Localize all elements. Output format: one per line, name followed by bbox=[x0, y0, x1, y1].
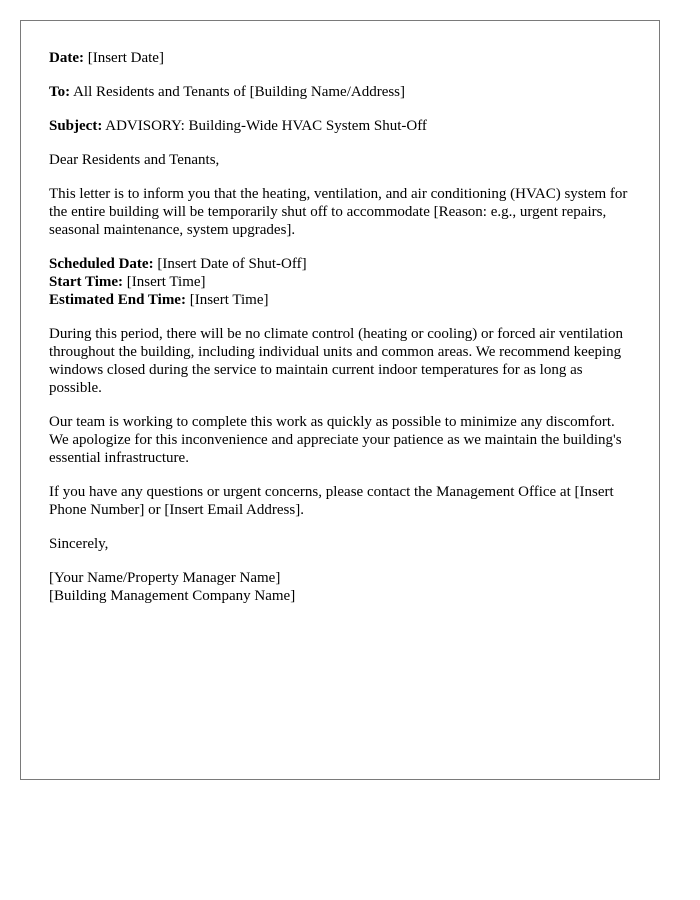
recipient-line bbox=[49, 83, 631, 101]
intro-paragraph: This letter is to inform you that the heating, ventilation, and air conditioning (HVAC) system for the entire building will be temporarily shut off to accommodate [Reason: e.g., urgent repairs, seasonal maintenance, system upgrades]. bbox=[49, 186, 628, 238]
end-time-value: [Insert Time] bbox=[189, 292, 269, 308]
schedule-block bbox=[49, 255, 631, 309]
subject-label: Subject: bbox=[49, 118, 103, 134]
end-time-label: Estimated End Time: bbox=[49, 292, 186, 308]
salutation: Dear Residents and Tenants, bbox=[49, 152, 220, 168]
closing: Sincerely, bbox=[49, 536, 109, 552]
scheduled-date-line bbox=[49, 255, 631, 273]
scheduled-date-label: Scheduled Date: bbox=[49, 256, 154, 272]
impact-paragraph: During this period, there will be no climate control (heating or cooling) or forced air ventilation throughout the building, including individual units and common areas. We recommend keeping windows closed during the service to maintain current indoor temperatures for as long as possible. bbox=[49, 326, 623, 396]
start-time-value: [Insert Time] bbox=[126, 274, 206, 290]
signature-name: [Your Name/Property Manager Name] bbox=[49, 570, 281, 586]
apology-paragraph: Our team is working to complete this work as quickly as possible to minimize any discomfort. We apologize for this inconvenience and appreciate your patience as we maintain the building's essential infrastructure. bbox=[49, 414, 622, 466]
date-label: Date: bbox=[49, 50, 84, 66]
to-label: To: bbox=[49, 84, 71, 100]
contact-paragraph: If you have any questions or urgent concerns, please contact the Management Office at [Insert Phone Number] or [Insert Email Address]. bbox=[49, 484, 614, 518]
to-value: All Residents and Tenants of [Building Name/Address] bbox=[73, 84, 406, 100]
signature-company: [Building Management Company Name] bbox=[49, 588, 296, 604]
subject-value: ADVISORY: Building-Wide HVAC System Shut-Off bbox=[105, 118, 427, 134]
letter-page bbox=[20, 20, 660, 780]
start-time-label: Start Time: bbox=[49, 274, 124, 290]
subject-line bbox=[49, 117, 631, 135]
date-value: [Insert Date] bbox=[87, 50, 164, 66]
end-time-line bbox=[49, 291, 631, 309]
scheduled-date-value: [Insert Date of Shut-Off] bbox=[157, 256, 307, 272]
date-line bbox=[49, 49, 631, 67]
start-time-line bbox=[49, 273, 631, 291]
signature-block bbox=[49, 569, 631, 605]
